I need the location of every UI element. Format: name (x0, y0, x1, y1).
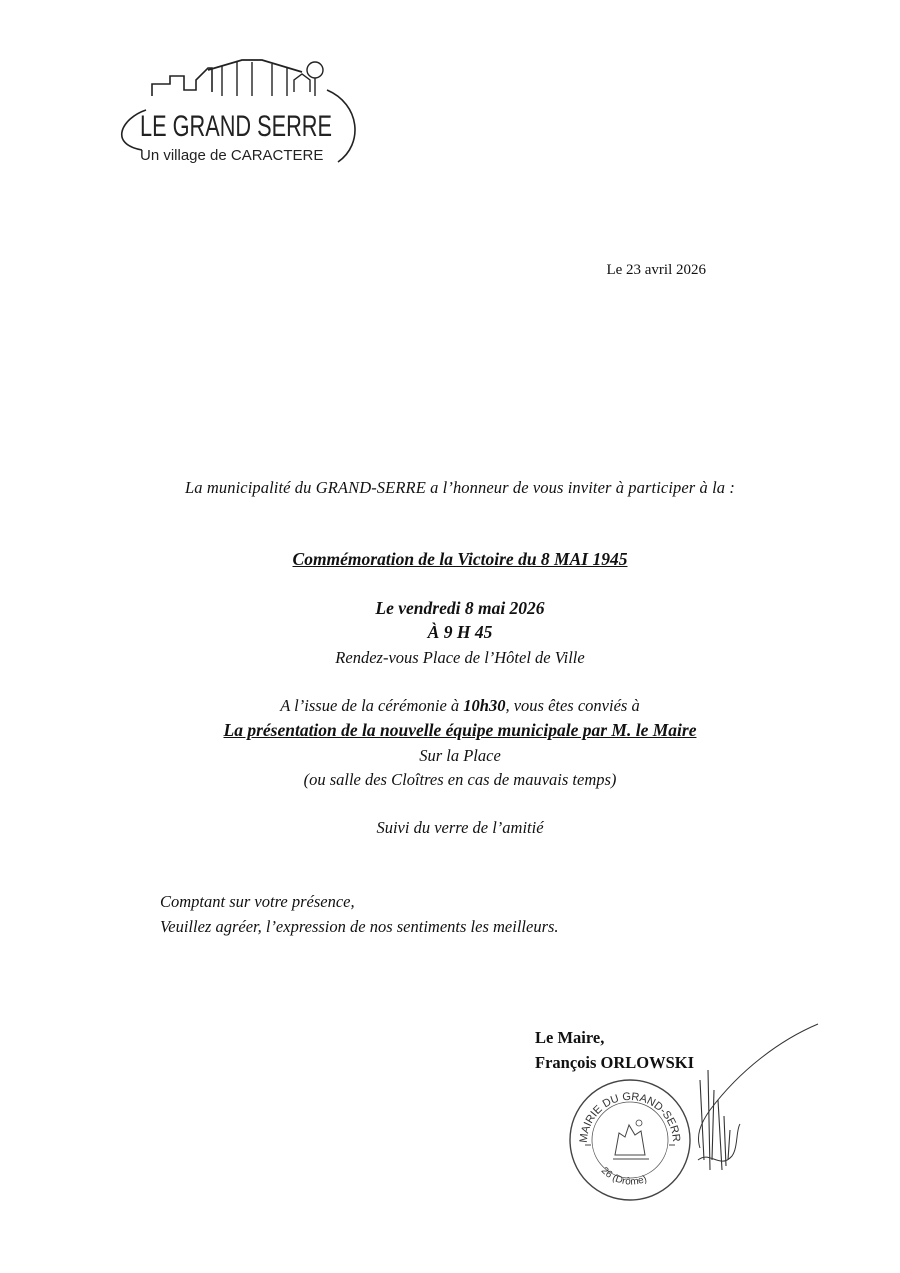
closing-line-2: Veuillez agréer, l’expression de nos sentiments les meilleurs. (160, 917, 559, 936)
followed-by: Suivi du verre de l’amitié (376, 818, 544, 837)
after-suffix: , vous êtes conviés à (505, 696, 640, 715)
logo-tagline: Un village de CARACTERE (140, 147, 324, 164)
closing-line-1: Comptant sur votre présence, (160, 892, 355, 911)
presentation-title: La présentation de la nouvelle équipe municipale par M. le Maire (223, 720, 697, 740)
presentation-place: Sur la Place (419, 746, 501, 765)
weather-note: (ou salle des Cloîtres en cas de mauvais temps) (303, 770, 617, 789)
logo-name: LE GRAND SERRE (140, 110, 332, 143)
signatory-name: François ORLOWSKI (535, 1053, 695, 1072)
stamp-bottom-text: 26 (Drôme) (598, 1165, 649, 1188)
event-title: Commémoration de la Victoire du 8 MAI 1945 (292, 549, 628, 569)
after-prefix: A l’issue de la cérémonie à (280, 696, 464, 715)
svg-text:MAIRIE DU GRAND-SERRE (565, 1075, 682, 1143)
svg-text:26 (Drôme) (599, 1165, 649, 1187)
village-logo (112, 56, 362, 172)
event-date: Le vendredi 8 mai 2026 (375, 598, 545, 618)
official-stamp (565, 1075, 695, 1205)
signatory-title: Le Maire, (535, 1028, 605, 1047)
letter-date: Le 23 avril 2026 (606, 262, 706, 278)
stamp-top-text: MAIRIE DU GRAND-SERR (577, 1090, 683, 1144)
after-time: 10h30 (463, 696, 506, 715)
invitation-intro: La municipalité du GRAND-SERRE a l’honneur de vous inviter à participer à la : (185, 478, 735, 497)
meeting-place: Rendez-vous Place de l’Hôtel de Ville (335, 648, 585, 667)
after-ceremony-line (60, 696, 860, 716)
event-time: À 9 H 45 (427, 622, 493, 642)
